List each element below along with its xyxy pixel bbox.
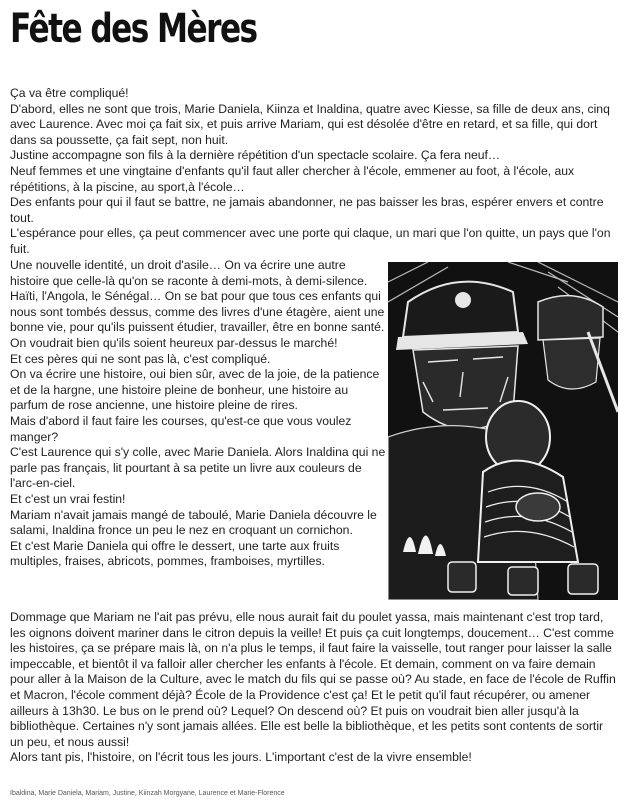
paragraph: Et c'est Marie Daniela qui offre le dessert, une tarte aux fruits multiples, fraises, abricots, pommes, framboises, myrtilles. — [10, 538, 340, 569]
paragraph: On va écrire une histoire, oui bien sûr, avec de la joie, de la patience et de la hargne, une histoire pleine de bonheur, une histoire au parfum de rose ancienne, une histoire pleine de rires. — [10, 367, 380, 413]
paragraph: Ça va être compliqué! — [10, 86, 129, 100]
paragraph: L'espérance pour elles, ça peut commencer avec une porte qui claque, un mari que l'on quitte, un pays que l'on fuit. — [10, 226, 611, 256]
paragraph: Dommage que Mariam ne l'ait pas prévu, elle nous aurait fait du poulet yassa, mais maintenant c'est trop tard, les oignons doivent mariner dans le citron depuis la veille! Et puis ça cuit longtemps, doucement… C'est comme les histoires, ça se prépare mais là, on n'a plus le temps, il faut faire la vaisselle, tout ranger pour laisser la salle impeccable, et bientôt il va falloir aller chercher les enfants à l'école. Et demain, comment on va faire demain pour aller à la Maison de la Culture, avec le match du fils qui se passe où? Au stade, en face de l'école de Ruffin et Macron, l'école comment déjà? École de la Providence c'est ça! Et le petit qu'il faut récupérer, ou amener ailleurs à 13h30. Le bus on le prend où? Lequel? On descend où? Et puis on voudrait bien aller jusqu'à la bibliothèque. Certaines n'y sont jamais allées. Elle est belle la bibliothèque, et les petits sont contents de sortir un peu, et nous aussi! — [10, 610, 616, 749]
woodcut-illustration — [388, 262, 618, 600]
photo-caption: Ibaldina, Marie Daniela, Mariam, Justine, Kiinzah Morgyane, Laurence et Marie-Florence — [10, 790, 285, 797]
paragraph: Des enfants pour qui il faut se battre, ne jamais abandonner, ne pas baisser les bras, espérer envers et contre tout. — [10, 195, 604, 225]
paragraph: Neuf femmes et une vingtaine d'enfants qu'il faut aller chercher à l'école, emmener au foot, à l'école, aux répétitions, à la piscine, au sport,à l'école… — [10, 163, 575, 194]
paragraph: Mais d'abord il faut faire les courses, qu'est-ce que vous voulez manger? — [10, 413, 352, 444]
paragraph: Justine accompagne son fils à la dernière répétition d'un spectacle scolaire. Ça fera neuf… — [10, 148, 501, 163]
paragraph: Et ces pères qui ne sont pas là, c'est compliqué. — [10, 351, 271, 366]
paragraph: D'abord, elles ne sont que trois, Marie Daniela, Kiinza et Inaldina, quatre avec Kiesse, sa fille de deux ans, cinq avec Laurence. Avec moi ça fait six, et puis arrive Mariam, qui est désolée d'être en retard, et sa fille, qui dort dans sa poussette, ça fait sept, non huit. — [10, 101, 610, 147]
paragraph: Une nouvelle identité, un droit d'asile… On va écrire une autre histoire que celle-là qu'on se raconte à demi-mots, à demi-silence. Haïti, l'Angola, le Sénégal… On se bat pour que tous ces enfants qui nous sont tombés dessus, comme des livres d'une étagère, aient une bonne vie, pour qu'ils puissent étudier, travailler, être en bonne santé. On voudrait bien qu'ils soient heureux par-dessus le marché! — [10, 258, 385, 350]
article-body-bottom — [10, 610, 618, 766]
soldiers-mother-child-woodcut — [388, 262, 618, 600]
article-body-left-column — [10, 258, 388, 570]
paragraph: C'est Laurence qui s'y colle, avec Marie Daniela. Alors Inaldina qui ne parle pas français, lit pourtant à sa petite un livre aux couleurs de l'arc-en-ciel. — [10, 445, 386, 491]
paragraph: Alors tant pis, l'histoire, on l'écrit tous les jours. L'important c'est de la vivre ensemble! — [10, 750, 472, 765]
page-title: Fête des Mères — [10, 6, 257, 52]
article-body-top — [10, 86, 618, 258]
paragraph: Et c'est un vrai festin! — [10, 491, 126, 506]
paragraph: Mariam n'avait jamais mangé de taboulé, Marie Daniela découvre le salami, Inaldina fronce un peu le nez en croquant un cornichon. — [10, 507, 377, 538]
